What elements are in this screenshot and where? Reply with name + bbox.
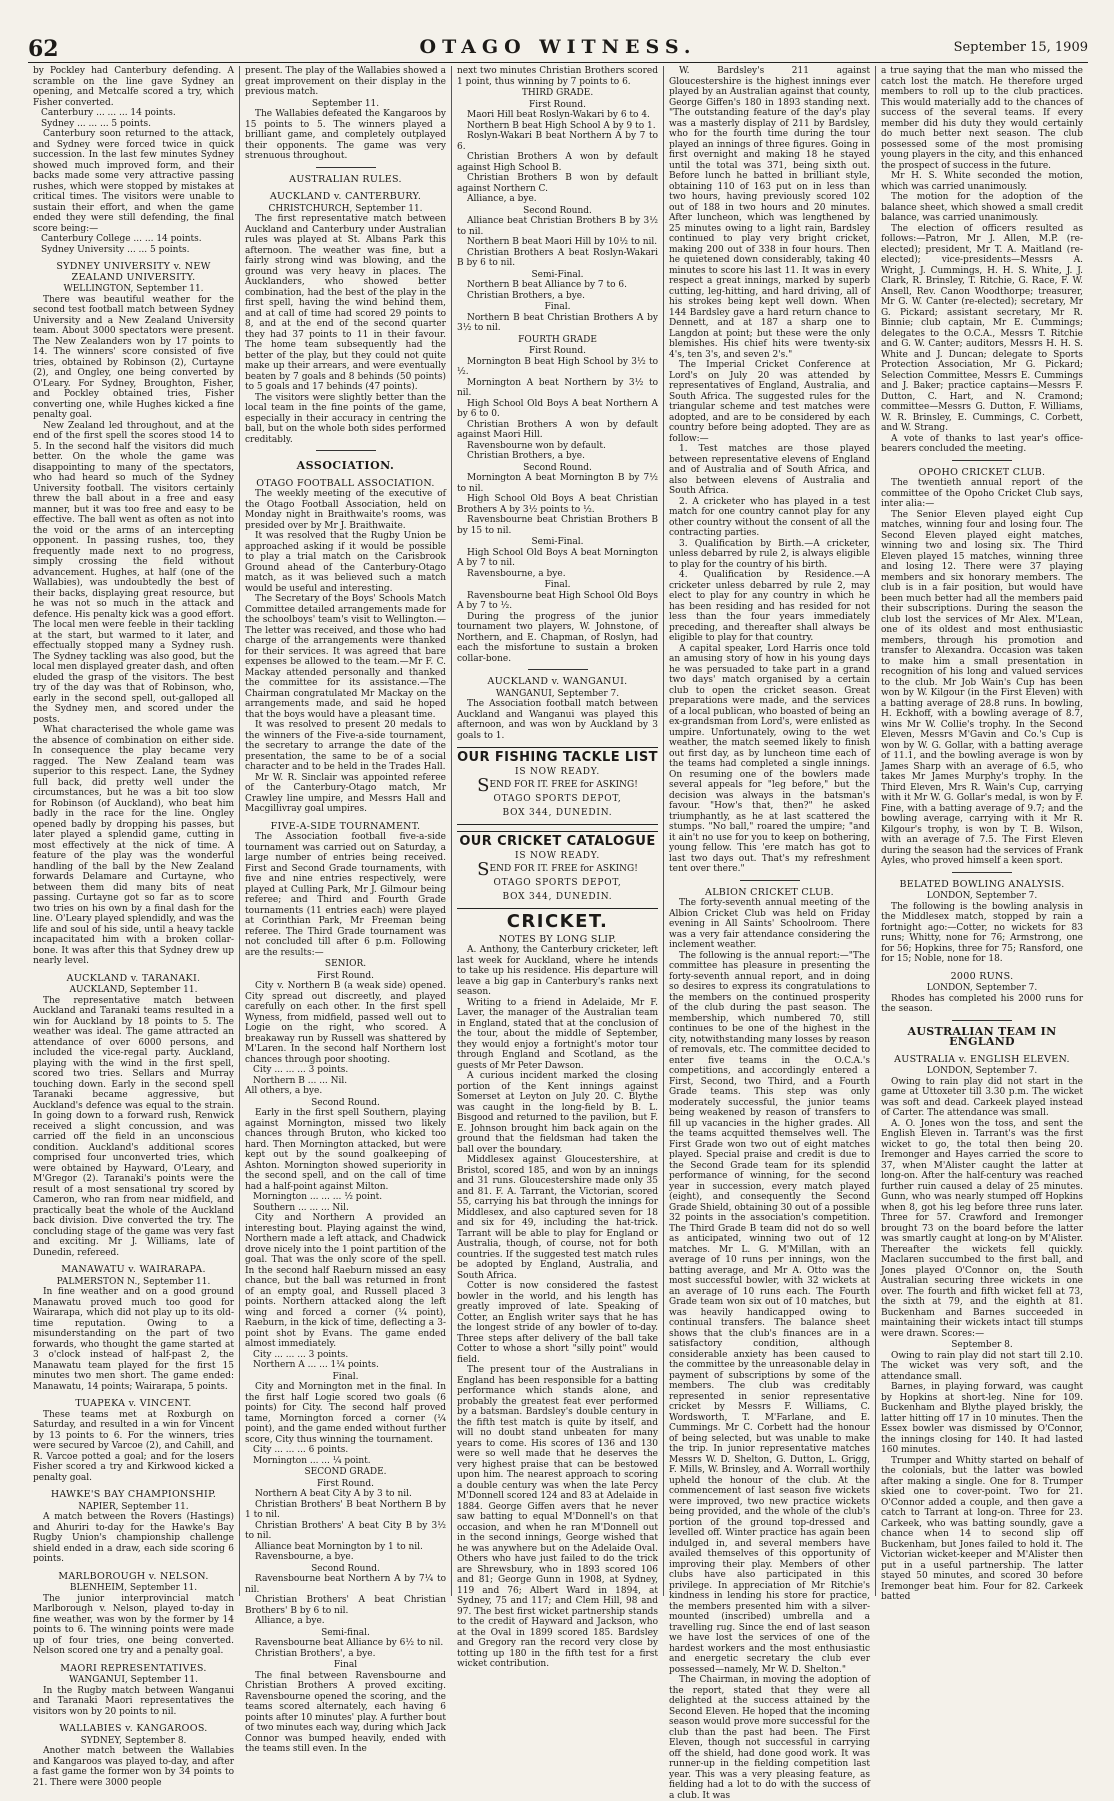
- article-text: The Imperial Cricket Conference at Lord's on July 20 was attended by representatives of England, Australia, and South Africa. The suggested rules for the triangular scheme and test matches were adopted, and are to be considered by each country before being adopted. They are as follow:—: [669, 360, 870, 444]
- article-text: In fine weather and on a good ground Manawatu proved much too good for Wairarapa, which did not play up to its old-time reputation. Owing to a misunderstanding on the part of two forwards, who thought the game started at 3 o'clock instead of half-past 2, the Manawatu team played for the first 15 minutes two men short. The game ended: Manawatu, 14 points; Wairarapa, 5 points.: [33, 1287, 234, 1392]
- divider: [952, 872, 1012, 873]
- section-heading: 2000 RUNS.: [950, 970, 1014, 982]
- masthead: [28, 36, 1088, 60]
- subheading: SENIOR.: [324, 959, 367, 969]
- ad-drop-cap: S: [477, 775, 490, 796]
- section-heading: ASSOCIATION.: [296, 459, 395, 472]
- dateline: PALMERSTON N., September 11.: [56, 1276, 211, 1287]
- dateline: SYDNEY, September 8.: [80, 1735, 187, 1746]
- article-text: The weekly meeting of the executive of the Otago Football Association, held on Monday night in Braithwaite's rooms, was presided over by Mr J. Braithwaite.: [245, 489, 446, 531]
- result-line: Ravensbourne, a bye.: [255, 1552, 354, 1562]
- dateline: LONDON, September 7.: [926, 1066, 1038, 1076]
- article-text: A vote of thanks to last year's office-bearers concluded the meeting.: [881, 433, 1083, 454]
- ad-title: OUR CRICKET CATALOGUE: [459, 834, 656, 849]
- article-text: The final between Ravensbourne and Christian Brothers A proved exciting. Ravensbourne opened the scoring, and the teams scored alternately, each having 6 points after 10 minutes' play. A further bout of two minutes each way, during which Jack Connor was bumped heavily, ended with the teams still even. In the: [245, 1670, 446, 1754]
- result-line: Ravensbourne beat Alliance by 6½ to nil.: [255, 1638, 444, 1648]
- article-text: During the progress of the junior tournament two players, W. Johnstone, of Northern, and E. Chapman, of Roslyn, had each the misfortune to sustain a broken collar-bone.: [457, 611, 658, 664]
- section-heading: AUCKLAND v. TARANAKI.: [66, 972, 201, 984]
- article-text: 4. Qualification by Residence.—A cricketer unless debarred by rule 2, may elect to play for any country in which he has been residing and has resided for not less than the four years immediately preceding, and thereafter shall always be eligible to play for that country.: [669, 570, 870, 643]
- subheading: First Round.: [529, 99, 586, 110]
- article-text: by Pockley had Canterbury defending. A scramble on the line gave Sydney an opening, and Metcalfe scored a try, which Fisher converted.: [33, 66, 234, 108]
- section-heading: MANAWATU v. WAIRARAPA.: [61, 1264, 206, 1275]
- score-line: City ... ... ... 6 points.: [253, 1445, 349, 1455]
- masthead-rule: [28, 62, 1088, 63]
- section-heading: AUSTRALIAN TEAM IN ENGLAND: [907, 1024, 1057, 1048]
- subheading: Second Round.: [311, 1097, 380, 1108]
- subheading: Final.: [544, 302, 571, 312]
- article-text: present. The play of the Wallabies showed a great improvement on their display in the previous match.: [245, 66, 446, 97]
- section-heading: AUCKLAND v. WANGANUI.: [487, 676, 628, 687]
- subheading: FOURTH GRADE: [518, 334, 597, 345]
- ad-title: OUR FISHING TACKLE LIST: [457, 750, 658, 765]
- advertisement-cricket-catalogue: [457, 831, 658, 909]
- column-4: [664, 66, 876, 1801]
- result-line: Christian Brothers, a bye.: [467, 290, 585, 301]
- dateline: September 11.: [311, 98, 380, 109]
- ad-address: BOX 344, DUNEDIN.: [502, 891, 613, 902]
- dateline: September 8.: [951, 1340, 1013, 1350]
- ad-send-line: [457, 859, 658, 880]
- result-line: Ravensbourne beat High School Old Boys A by 7 to ½.: [457, 590, 658, 611]
- page-columns: [28, 66, 1088, 1801]
- article-text: Cotter is now considered the fastest bowler in the world, and his length has greatly improved of late. Speaking of Cotter, an English writer says that he has the longest stride of any bowler of to-day. Three steps after delivery of the ball take Cotter to whose a short "silly point" would field.: [457, 1281, 658, 1365]
- result-line: Roslyn-Wakari B beat Northern A by 7 to 6.: [457, 131, 658, 152]
- article-text: The present tour of the Australians in England has been responsible for a batting performance which stands alone, and probably the greatest feat ever performed by a batsman. Bardsley's double century in the fifth test match is quite by itself, and will no doubt stand unbeaten for many years to come. His scores of 136 and 130 were so well made that he deserves the very highest praise that can be bestowed upon him. The nearest approach to scoring a double century was when the late Percy M'Donnell scored 124 and 83 at Adelaide in 1884. George Giffen avers that he never saw batting to equal M'Donnell's on that occasion, and when he ran M'Donnell out in the second innings, George wished that he was anywhere but on the Adelaide Oval. Others who have just failed to do the trick are Shrewsbury, who in 1893 scored 106 and 81; George Gunn in 1908, at Sydney, 119 and 76; Albert Ward in 1894, at Sydney, 75 and 117; and Clem Hill, 98 and 97. The best first wicket partnership stands to the credit of Hayward and Jackson, who at the Oval in 1899 scored 185. Bardsley and Gregory ran the record very close by totting up 180 in the fifth test for a first wicket contribution.: [457, 1365, 658, 1669]
- section-heading: HAWKE'S BAY CHAMPIONSHIP.: [50, 1489, 217, 1500]
- result-line: Northern B beat Maori Hill by 10½ to nil.: [467, 237, 658, 247]
- article-text: W. Bardsley's 211 against Gloucestershire is the highest innings ever played by an Australian against that county, George Giffen's 180 in 1893 standing next. "The outstanding feature of the day's play was a masterly display of 211 by Bardsley, who for the fourth time during the tour played an innings of three figures. Going in first overnight and making 18 he stayed until the total was 371, being sixth out. Before lunch he batted in brilliant style, obtaining 110 of 163 put on in less than two hours, having previously scored 102 out of 188 in two hours and 20 minutes. After luncheon, which was lengthened by 25 minutes owing to a light rain, Bardsley continued to play very bright cricket, making 200 out of 338 in four hours. Then he quietened down considerably, taking 40 minutes to score his last 11. It was in every respect a great innings, marked by superb cutting, leg-hitting, and hard driving, all of his strokes being kept well down. When 144 Bardsley gave a hard return chance to Dennett, and at 187 a sharp one to Langdon at point; but these were the only blemishes. His chief hits were twenty-six 4's, ten 3's, and seven 2's.": [669, 66, 870, 360]
- result-line: Ravensbourne beat Northern A by 7¼ to nil.: [245, 1574, 446, 1595]
- article-text: Early in the first spell Southern, playing against Mornington, missed two likely chances through Bruton, who kicked too hard. Then Mornington attacked, but were kept out by the sound goalkeeping of Ashton. Mornington showed superiority in the second spell, and on the call of time had a half-point against Milton.: [245, 1108, 446, 1192]
- ad-status: IS NOW READY.: [514, 766, 601, 777]
- article-text: The representative match between Auckland and Taranaki teams resulted in a win for Auckland by 18 points to 5. The weather was ideal. The game attracted an attendance of over 6000 persons, and included the vice-regal party. Auckland, playing with the wind in the first spell, scored two tries. Sellars and Murray touching down. Early in the second spell Taranaki became aggressive, but Auckland's defence was equal to the strain. In going down to a forward rush, Renwick received a slight concussion, and was carried off the field in an unconscious condition. Auckland's additional scores comprised four unconverted tries, which were obtained by Hayward, O'Leary, and M'Gregor (2). Taranaki's points were the result of a most sensational try scored by Cameron, who ran from near midfield, and practically beat the whole of the Auckland back division. Dive converted the try. The concluding stage of the game was very fast and exciting. Mr J. Williams, late of Dunedin, refereed.: [33, 995, 234, 1258]
- article-text: Middlesex against Gloucestershire, at Bristol, scored 185, and won by an innings and 31 runs. Gloucestershire made only 35 and 81. F. A. Tarrant, the Victorian, scored 55, carrying his bat through the innings for Middlesex, and also captured seven for 18 and six for 49, including the hat-trick. Tarrant will be able to play for England or Australia, though, of course, not for both countries. If the suggested test match rules be adopted by England, Australia, and South Africa.: [457, 1155, 658, 1281]
- article-text: The forty-seventh annual meeting of the Albion Cricket Club was held on Friday evening in All Saints' Schoolroom. There was a very fair attendance considering the inclement weather.: [669, 898, 870, 950]
- section-heading: WALLABIES v. KANGAROOS.: [59, 1723, 208, 1734]
- dateline: LONDON, September 7.: [926, 891, 1038, 901]
- article-text: The Wallabies defeated the Kangaroos by 15 points to 5. The winners played a brilliant game, and completely outplayed their opponents. The game was very strenuous throughout.: [245, 109, 446, 161]
- subheading: Second Round.: [523, 462, 592, 473]
- article-text: There was beautiful weather for the second test football match between Sydney University and a New Zealand University team. About 3000 spectators were present. The New Zealanders won by 17 points to 14. The winners' score consisted of five tries, obtained by Robinson (2), Curtayne (2), and Ongley, one being converted by O'Leary. For Sydney, Broughton, Fisher, and Pockley obtained tries, Fisher converting one, while Hughes kicked a fine penalty goal.: [33, 294, 234, 420]
- divider: [316, 450, 376, 451]
- ad-send-line: [457, 775, 658, 796]
- article-text: New Zealand led throughout, and at the end of the first spell the scores stood 14 to 5. In the second half the visitors did much better. On the whole the game was disappointing to many of the spectators, who had heard so much of the Sydney University football. The visitors certainly threw the ball about in a free and easy manner, but it was too free and easy to be effective. The ball went as often as not into the void or the arms of an intercepting opponent. In passing rushes, too, they frequently made next to no progress, simply crossing the field without advancement. Hughes, at half (one of the Wallabies), was undoubtedly the best of their backs, displaying great resource, but he was not so much in the attack and defence. His penalty kick was a good effort. The local men were feeble in their tackling at the start, but warmed to it later, and effectually stopped many a Sydney rush. The Sydney tackling was also good, but the local men displayed greater dash, and often eluded the grasp of the visitors. The best try of the day was that of Robinson, who, early in the second spell, out-galloped all the Sydney men, and scored under the posts.: [33, 420, 234, 725]
- section-heading: OTAGO FOOTBALL ASSOCIATION.: [256, 477, 435, 489]
- dateline: LONDON, September 7.: [926, 983, 1038, 993]
- article-text: Another match between the Wallabies and Kangaroos was played to-day, and after a fast game the former won by 34 points to 21. There were 3000 people: [33, 1746, 234, 1788]
- newspaper-title: OTAGO WITNESS.: [419, 36, 697, 58]
- dateline: NAPIER, September 11.: [78, 1501, 189, 1512]
- result-line: Alliance beat Mornington by 1 to nil.: [255, 1541, 423, 1552]
- subheading: Final.: [332, 1371, 359, 1382]
- section-heading: AUSTRALIAN RULES.: [289, 173, 402, 185]
- ad-address: BOX 344, DUNEDIN.: [502, 807, 613, 818]
- article-text: A. Anthony, the Canterbury cricketer, left last week for Auckland, where he intends to take up his residence. His departure will leave a big gap in Canterbury's ranks next season.: [457, 945, 658, 997]
- result-line: Alliance, a bye.: [255, 1616, 325, 1626]
- column-5: [876, 66, 1088, 1602]
- page-number: 62: [28, 36, 59, 62]
- result-line: Alliance, a bye.: [467, 194, 537, 204]
- result-line: Christian Brothers' A beat Christian Brothers' B by 6 to nil.: [245, 1595, 446, 1616]
- subheading: First Round.: [317, 970, 374, 981]
- issue-date: September 15, 1909: [953, 40, 1088, 55]
- result-line: High School Old Boys A beat Christian Brothers A by 3½ points to ½.: [457, 494, 658, 515]
- article-text: next two minutes Christian Brothers scored 1 point, thus winning by 7 points to 6.: [457, 66, 658, 87]
- divider: [528, 669, 588, 670]
- article-text: A curious incident marked the closing portion of the Kent innings against Somerset at Leyton on July 20. C. Blythe was caught in the long-field by B. L. Bisgood and returned to the pavilion, but F. E. Johnson brought him back again on the ground that the fieldsman had taken the ball over the boundary.: [457, 1071, 658, 1155]
- section-heading: MARLBOROUGH v. NELSON.: [58, 1570, 209, 1582]
- section-heading: FIVE-A-SIDE TOURNAMENT.: [270, 820, 421, 832]
- section-heading: OPOHO CRICKET CLUB.: [918, 466, 1046, 478]
- result-line: Christian Brothers A beat Roslyn-Wakari B by 6 to nil.: [457, 247, 658, 268]
- subheading: Final.: [544, 580, 571, 590]
- article-text: A match between the Rovers (Hastings) and Ahuriri to-day for the Hawke's Bay Rugby Union's championship challenge shield ended in a draw, each side scoring 6 points.: [33, 1512, 234, 1564]
- article-text: The following is the bowling analysis in the Middlesex match, stopped by rain a fortnight ago:—Cotter, no wickets for 83 runs; Whitty, none for 76; Armstrong, one for 56; Hopkins, three for 75; Ransford, one for 15; Noble, none for 18.: [881, 901, 1083, 964]
- subheading: Second Round.: [311, 1563, 380, 1574]
- article-text: The junior interprovincial match Marlborough v. Nelson, played to-day in fine weather, was won by the former by 14 points to 6. The winning points were made up of four tries, one being converted. Nelson scored one try and a penalty goal.: [33, 1593, 234, 1656]
- result-line: Northern B beat Alliance by 7 to 6.: [467, 280, 628, 290]
- result-line: Mornington A beat Northern by 3½ to nil.: [457, 377, 658, 398]
- dateline: BLENHEIM, September 11.: [69, 1583, 198, 1593]
- section-heading: NOTES BY LONG SLIP.: [498, 933, 617, 945]
- result-line: Ravensbourne, a bye.: [467, 568, 566, 579]
- article-text: 3. Qualification by Birth.—A cricketer, unless debarred by rule 2, is always eligible to play for the country of his birth.: [669, 538, 870, 570]
- article-text: City and Mornington met in the final. In the first half Logie scored two goals (6 points) for City. The second half proved tame, Mornington forced a corner (¼ point), and the game ended without further score, City thus winning the tournament.: [245, 1382, 446, 1445]
- result-line: Christian Brothers' B beat Northern B by 1 to nil.: [245, 1499, 446, 1520]
- result-line: Mornington A beat Mornington B by 7½ to nil.: [457, 473, 658, 494]
- result-line: Northern B beat Christian Brothers A by 3½ to nil.: [457, 312, 658, 333]
- score-line: Canterbury College ... ... 14 points.: [41, 234, 202, 244]
- article-text: The visitors were slightly better than the local team in the fine points of the game, especially in their accuracy in centring the ball, but on the whole both sides performed creditably.: [245, 392, 446, 445]
- section-heading: MAORI REPRESENTATIVES.: [60, 1662, 207, 1674]
- divider: [316, 167, 376, 168]
- score-line: City ... ... ... 3 points.: [253, 1065, 349, 1075]
- result-line: Northern B beat High School A by 9 to 1.: [467, 120, 656, 131]
- article-text: Mr H. S. White seconded the motion, which was carried unanimously.: [881, 171, 1083, 192]
- article-text: City v. Northern B (a weak side) opened. City spread out discreetly, and played carefully on each other. In the first spell Wyness, from midfield, passed well out to Logie on the right, who scored. A breakaway run by Russell was shattered by M'Laren. In the second half Northern lost chances through poor shooting.: [245, 981, 446, 1065]
- subheading: SECOND GRADE.: [304, 1467, 387, 1477]
- subheading: First Round.: [529, 346, 586, 356]
- dateline: WANGANUI, September 7.: [495, 688, 620, 699]
- result-line: Christian Brothers A won by default against High School B.: [457, 152, 658, 173]
- article-text: Trumper and Whitty started on behalf of the colonials, but the latter was bowled after making a single. One for 8. Trumper skied one to cover-point. Two for 21. O'Connor added a couple, and then gave a catch to Tarrant at long-on. Three for 23. Carkeek, who was batting soundly, gave a chance when 14 to second slip off Buckenham, but Jones failed to hold it. The Victorian wicket-keeper and M'Alister then put in a useful partnership. The latter stayed 50 minutes, and scored 30 before Iremonger beat him. Four for 82. Carkeek batted: [881, 1455, 1083, 1602]
- score-line: Mornington ... ... ... ½ point.: [253, 1192, 383, 1202]
- result-line: Northern A beat City A by 3 to nil.: [255, 1489, 412, 1499]
- article-text: The first representative match between Auckland and Canterbury under Australian rules was played at St. Albans Park this afternoon. The weather was fine, but a fairly strong wind was blowing, and the ground was very heavy in places. The Aucklanders, who showed better combination, had the best of the play in the first spell, having the wind behind them, and at call of time had scored 29 points to 8, and at the end of the second quarter they had 37 points to 11 in their favour. The home team subsequently had the better of the play, but they could not quite make up their arrears, and were eventually beaten by 7 goals and 8 behinds (50 points) to 5 goals and 17 behinds (47 points).: [245, 214, 446, 392]
- score-line: Southern ... ... ... Nil.: [253, 1202, 349, 1213]
- advertisement-fishing-tackle: [457, 747, 658, 825]
- ad-company: OTAGO SPORTS DEPOT,: [493, 878, 622, 888]
- dateline: WANGANUI, September 11.: [69, 1675, 198, 1685]
- ad-status: IS NOW READY.: [514, 850, 601, 861]
- article-text: 1. Test matches are those played between representative elevens of England and of Australia and of South Africa, and also between elevens of Australia and South Africa.: [669, 444, 870, 496]
- article-text: What characterised the whole game was the absence of combination on either side. In consequence the play became very ragged. The New Zealand team was superior to this respect. Lane, the Sydney full back, did pretty well under the circumstances, but he was a bit too slow for Robinson (of Auckland), who beat him badly in the race for the line. Ongley opened badly by dropping his passes, but later played a splendid game, cutting in most effectively at the nick of time. A feature of the play was the wonderful handling of the ball by the New Zealand forwards Delamare and Curtayne, who between them did many bits of neat passing. Curtayne got so far as to score two tries on his own by a final dash for the line. O'Leary played splendidly, and was the life and soul of his side, until a heavy tackle incapacitated him with a broken collar-bone. It was after this that Sydney drew up nearly level.: [33, 725, 234, 966]
- article-text: The Secretary of the Boys' Schools Match Committee detailed arrangements made for the schoolboys' team's visit to Wellington.—The letter was received, and those who had charge of the arrangements were thanked for their services. It was agreed that bare expenses be allowed to the team.—Mr F. C. Mackay attended personally and thanked the committee for its assistance.—The Chairman congratulated Mr Mackay on the arrangements made, and said he hoped that the boys would have a pleasant time.: [245, 594, 446, 720]
- article-text: City and Northern A provided an interesting bout. Playing against the wind, Northern made a left attack, and Chadwick drove nicely into the 1 point partition of the goal. That was the only score of the spell. In the second half Raeburn missed an easy chance, but the ball was returned in front of an empty goal, and Russell placed 3 points. Northern attacked along the left wing and forced a corner (¼ point), Raeburn, in the kick of time, deflecting a 3-point shot by Evans. The game ended almost immediately.: [245, 1213, 446, 1349]
- ad-drop-cap: S: [477, 859, 490, 880]
- article-text: Owing to rain play did not start in the game at Uttoxeter till 3.30 p.m. The wicket was soft and dead. Carkeek played instead of Carter. The attendance was small.: [881, 1076, 1083, 1118]
- score-line: Northern A ... ... 1¼ points.: [253, 1360, 379, 1370]
- article-text: 2. A cricketer who has played in a test match for one country cannot play for any other country without the consent of all the contracting parties.: [669, 496, 870, 538]
- article-text: The Association football five-a-side tournament was carried out on Saturday, a large number of entries being received. First and Second Grade tournaments, with five and nine entries respectively, were played at Culling Park, Mr J. Gilmour being referee; and Third and Fourth Grade tournaments (11 entries each) were played at Corinthian Park, Mr Freeman being referee. The Third Grade tournament was not concluded till after 6 p.m. Following are the results:—: [245, 832, 446, 958]
- article-text: A. O. Jones won the toss, and sent the English Eleven in. Tarrant's was the first wicket to go, the total then being 20. Iremonger and Hayes carried the score to 37, when M'Alister caught the latter at long-on. After the half-century was reached further ruin caused a delay of 25 minutes. Gunn, who was nearly stumped off Hopkins when 8, got his leg before three runs later. Three for 57. Crawford and Iremonger brought 73 on the board before the latter was smartly caught at long-on by M'Alister. Thereafter the wickets fell quickly. Maclaren succumbed to the first ball, and Jones played O'Connor on, the South Australian securing three wickets in one over. The fourth and fifth wicket fell at 73, the sixth at 79, and the eighth at 81. Buckenham and Barnes succeeded in maintaining their wickets intact till stumps were drawn. Scores:—: [881, 1118, 1083, 1339]
- score-line: Sydney University ... ... 5 points.: [41, 244, 190, 255]
- section-heading: TUAPEKA v. VINCENT.: [75, 1398, 192, 1409]
- result-line: Christian Brothers, a bye.: [467, 451, 585, 461]
- article-text: The motion for the adoption of the balance sheet, which showed a small credit balance, was carried unanimously.: [881, 192, 1083, 223]
- result-line: High School Old Boys A beat Northern A by 6 to 0.: [457, 398, 658, 419]
- article-text: The Association football match between Auckland and Wanganui was played this afternoon, and was won by Auckland by 3 goals to 1.: [457, 699, 658, 741]
- subheading: Semi-final.: [321, 1627, 370, 1638]
- divider: [740, 880, 800, 881]
- section-heading: AUCKLAND v. CANTERBURY.: [269, 191, 422, 202]
- score-line: City ... ... ... 3 points.: [253, 1349, 349, 1360]
- subheading: Final: [333, 1660, 358, 1670]
- result-line: Christian Brothers' A beat City B by 3½ to nil.: [245, 1520, 446, 1541]
- subheading: Second Round.: [523, 205, 592, 216]
- article-text: Barnes, in playing forward, was caught by Hopkins at short-leg. Nine for 109. Buckenham and Blythe played briskly, the latter hitting off 17 in 10 minutes. Then the Essex bowler was dismissed by O'Connor, the innings closing for 140. It had lasted 160 minutes.: [881, 1382, 1083, 1455]
- section-heading: SYDNEY UNIVERSITY v. NEW ZEALAND UNIVERSITY.: [56, 261, 211, 283]
- article-text: The election of officers resulted as follows:—Patron, Mr J. Allen, M.P. (re-elected); president, Mr T. A. Maitland (re-elected); vice-presidents—Messrs A. Wright, J. Cummings, H. H. S. White, J. J. Clark, R. Brinsley, T. Ritchie, G. Race, F. W. Ansell, Rev. Canon Woodthorpe; treasurer, Mr G. W. Canter (re-elected); secretary, Mr G. Pickard; assistant secretary, Mr R. Binnie; club captain, Mr E. Cummings; delegates to the O.C.A., Messrs T. Ritchie and G. W. Canter; auditors, Messrs H. H. S. White and J. Duncan; delegate to Sports Protection Association, Mr G. Pickard; Selection Committee, Messrs E. Cummings and J. Baker; practice captains—Messrs F. Dutton, C. Hart, and N. Cramond; committee—Messrs G. Dutton, F. Williams, W. R. Brinsley, E. Cummings, C. Corbett, and W. Strang.: [881, 223, 1083, 433]
- divider: [952, 460, 1012, 461]
- result-line: Ravensbourne won by default.: [467, 440, 606, 451]
- result-line: High School Old Boys A beat Mornington A by 7 to nil.: [457, 547, 658, 568]
- article-text: Writing to a friend in Adelaide, Mr F. Laver, the manager of the Australian team in England, stated that at the conclusion of the tour, about the middle of September, they would enjoy a fortnight's motor tour through England and Scotland, as the guests of Mr Peter Dawson.: [457, 997, 658, 1071]
- column-1: [28, 66, 240, 1788]
- subheading: First Round.: [317, 1478, 374, 1489]
- cricket-section-title: CRICKET.: [506, 911, 609, 932]
- article-text: Owing to rain play did not start till 2.10. The wicket was very soft, and the attendance small.: [881, 1350, 1083, 1382]
- dateline: AUCKLAND, September 11.: [69, 985, 198, 995]
- result-line: Christian Brothers', a bye.: [255, 1648, 376, 1659]
- dateline: CHRISTCHURCH, September 11.: [268, 203, 423, 214]
- article-text: These teams met at Roxburgh on Saturday, and resulted in a win for Vincent by 13 points to 6. For the winners, tries were secured by Varcoe (2), and Cahill, and R. Varcoe potted a goal; and for the losers Fisher scored a try and Kirkwood kicked a penalty goal.: [33, 1409, 234, 1483]
- ad-send-text: END FOR IT. FREE for ASKING!: [489, 864, 638, 874]
- result-line: Ravensbourne beat Christian Brothers B by 15 to nil.: [457, 515, 658, 536]
- score-line: Mornington ... ... ¼ point.: [253, 1455, 371, 1466]
- divider: [952, 1020, 1012, 1021]
- article-text: The Senior Eleven played eight Cup matches, winning four and losing four. The Second Eleven played eight matches, winning two and losing six. The Third Eleven played 15 matches, winning three and losing 12. There were 37 playing members and six honorary members. The club is in a fair position, but would have been much better had all the members paid their subscriptions. During the season the club lost the services of Mr Alex. M'Lean, one of its oldest and most enthusiastic members, through his promotion and transfer to Alexandra. Occasion was taken to make him a small presentation in recognition of his long and valued services to the club. Mr Job Wain's Cup has been won by W. Kilgour (in the First Eleven) with a batting average of 28.8 runs. In bowling, H. Eckhoff, with a bowling average of 8.7, wins Mr W. Collie's trophy. In the Second Eleven, Messrs M'Gavin and Co.'s Cup is won by W. G. Gollar, with a batting average of 11.1, and the bowling average is won by James Sharp with an average of 6.5, who takes Mr James Murphy's trophy. In the Third Eleven, Mrs R. Wain's Cup, carrying with it Mr W. G. Gollar's medal, is won by F. Fine, with a batting average of 9.7; and the bowling average, carrying with it Mr R. Kilgour's trophy, is won by T. B. Wilson, with an average of 7.5. The First Eleven during the season had the services of Frank Ayles, who proved himself a keen sport.: [881, 509, 1083, 866]
- article-text: In the Rugby match between Wanganui and Taranaki Maori representatives the visitors won by 20 points to nil.: [33, 1685, 234, 1717]
- score-line: Sydney ... ... ... 5 points.: [41, 118, 151, 129]
- article-text: Rhodes has completed his 2000 runs for the season.: [881, 993, 1083, 1014]
- section-heading: ALBION CRICKET CLUB.: [705, 886, 834, 898]
- article-text: a true saying that the man who missed the catch lost the match. He therefore urged members to roll up to the club practices. This would materially add to the chances of success of the several teams. If every member did his duty they would certainly do much better next season. The club possessed some of the most promising young players in the city, and this enhanced the prospect of success in the future.: [881, 66, 1083, 171]
- dateline: WELLINGTON, September 11.: [63, 284, 204, 294]
- subheading: Semi-Final.: [531, 269, 584, 280]
- article-text: The twentieth annual report of the committee of the Opoho Cricket Club says, inter alia:—: [881, 478, 1083, 509]
- article-text: It was resolved to present 20 medals to the winners of the Five-a-side tournament, the secretary to arrange the date of the presentation, the same to be of a social character and to be held in the Trades Hall.: [245, 720, 446, 772]
- ad-company: OTAGO SPORTS DEPOT,: [493, 794, 622, 804]
- article-text: All others, a bye.: [245, 1086, 323, 1096]
- subheading: Semi-Final.: [531, 537, 584, 547]
- article-text: A capital speaker, Lord Harris once told an amusing story of how in his young days he was persuaded to take part in a grand two days' match organised by a certain club to open the cricket season. Great preparations were made, and the services of a local publican, who boasted of being an ex-grandsman from Lord's, were enlisted as umpire. Unfortunately, owing to the wet weather, the match seemed likely to finish out first day, as by luncheon time each of the teams had completed a single innings. On resuming one of the bowlers made several appeals for "leg before," but the decision was always in the batsman's favour. "How's that, then?" he asked triumphantly, as he at last scattered the stumps. "No ball," roared the umpire; "and it ain't no use for you to keep on bothering, young fellow. This 'ere match has got to last two days out. That's my refreshment tent over there.": [669, 643, 870, 874]
- result-line: Christian Brothers A won by default against Maori Hill.: [457, 419, 658, 440]
- article-text: It was resolved that the Rugby Union be approached asking if it would be possible to play a trial match on the Carisbrook Ground ahead of the Canterbury-Otago match, as it was believed such a match would be useful and interesting.: [245, 531, 446, 594]
- section-heading: BELATED BOWLING ANALYSIS.: [899, 878, 1065, 890]
- article-text: The Chairman, in moving the adoption of the report, stated that they were all delighted at the success attained by the Second Eleven. He hoped that the incoming season would prove more successful for the club than the past had been. The First Eleven, though not successful in carrying off the shield, had done good work. It was runner-up in the fielding competition last year. This was a very pleasing feature, as fielding had a lot to do with the success of a club. It was: [669, 1675, 870, 1801]
- column-3: [452, 66, 664, 1669]
- result-line: Alliance beat Christian Brothers B by 3½ to nil.: [457, 216, 658, 237]
- result-line: Mornington B beat High School by 3½ to ½.: [457, 356, 658, 377]
- column-2: [240, 66, 452, 1754]
- article-text: Mr W. R. Sinclair was appointed referee of the Canterbury-Otago match, Mr Crawley line umpire, and Messrs Hall and Macgillivray goal umpires.: [245, 772, 446, 814]
- section-heading: AUSTRALIA v. ENGLISH ELEVEN.: [894, 1053, 1070, 1065]
- result-line: Maori Hill beat Roslyn-Wakari by 6 to 4.: [467, 110, 650, 120]
- subheading: THIRD GRADE.: [521, 88, 594, 98]
- result-line: Christian Brothers B won by default against Northern C.: [457, 173, 658, 194]
- score-line: Canterbury ... ... ... 14 points.: [41, 108, 176, 118]
- ad-send-text: END FOR IT. FREE for ASKING!: [489, 780, 638, 790]
- article-text: The following is the annual report:—"The committee has pleasure in presenting the forty-seventh annual report, and in doing so desires to express its congratulations to the members on the continued prosperity of the club during the past season. The membership, which numbered 70, still continues to be one of the highest in the city, notwithstanding many losses by reason of removals, etc. The committee decided to enter five teams in the O.C.A.'s competitions, and accordingly entered a First, Second, two Third, and a Fourth Grade teams. This step was only moderately successful, the junior teams being weakened by reason of transfers to fill up vacancies in the higher grades. All the teams acquitted themselves well. The First Grade won two out of eight matches played. Special praise and credit is due to the Second Grade team for its splendid performance of winning, for the second year in succession, every match played (eight), and consequently the Second Grade Shield, obtaining 30 out of a possible 32 points in the association's competition. The Third Grade B team did not do so well as anticipated, winning two out of 12 matches. Mr L. G. M'Millan, with an average of 10 runs per innings, won the batting average, and Mr A. Otto was the most successful bowler, with 32 wickets at an average of 10 runs each. The Fourth Grade team won six out of 10 matches, but was heavily handicapped owing to continual transfers. The balance sheet shows that the club's finances are in a satisfactory condition, although considerable anxiety has been caused to the committee by the unreasonable delay in payment of subscriptions by some of the members. The club was creditably represented in senior representative cricket by Messrs F. Williams, C. Wordsworth, T. M'Farlane, and E. Cummings. Mr C. Corbett had the honour of being selected, but was unable to make the trip. In junior representative matches Messrs W. D. Shelton, G. Dutton, L. Grigg, F. Mills, W. Brinsley, and A. Worrall worthily upheld the honour of the club. At the commencement of last season five wickets were improved, two new practice wickets being provided, and the whole of the club's portion of the ground top-dressed and levelled off. Winter practice has again been indulged in, and several members have availed themselves of this opportunity of improving their play. Members of other clubs have also participated in this privilege. In appreciation of Mr Ritchie's kindness in lending his store for practice, the members presented him with a silver-mounted (inscribed) umbrella and a travelling rug. Since the end of last season we have lost the services of one of the hardest workers and the most enthusiastic and energetic secretary the club ever possessed—namely, Mr W. D. Shelton.": [669, 950, 870, 1675]
- score-line: Northern B ... ... Nil.: [253, 1075, 348, 1086]
- article-text: Canterbury soon returned to the attack, and Sydney were forced twice in quick succession. In the last few minutes Sydney showed much improved form, and their backs made some very attractive passing rushes, which were stopped by mistakes at critical times. The visitors were unable to sustain their effort, and when the game ended they were still defending, the final score being:—: [33, 129, 234, 234]
